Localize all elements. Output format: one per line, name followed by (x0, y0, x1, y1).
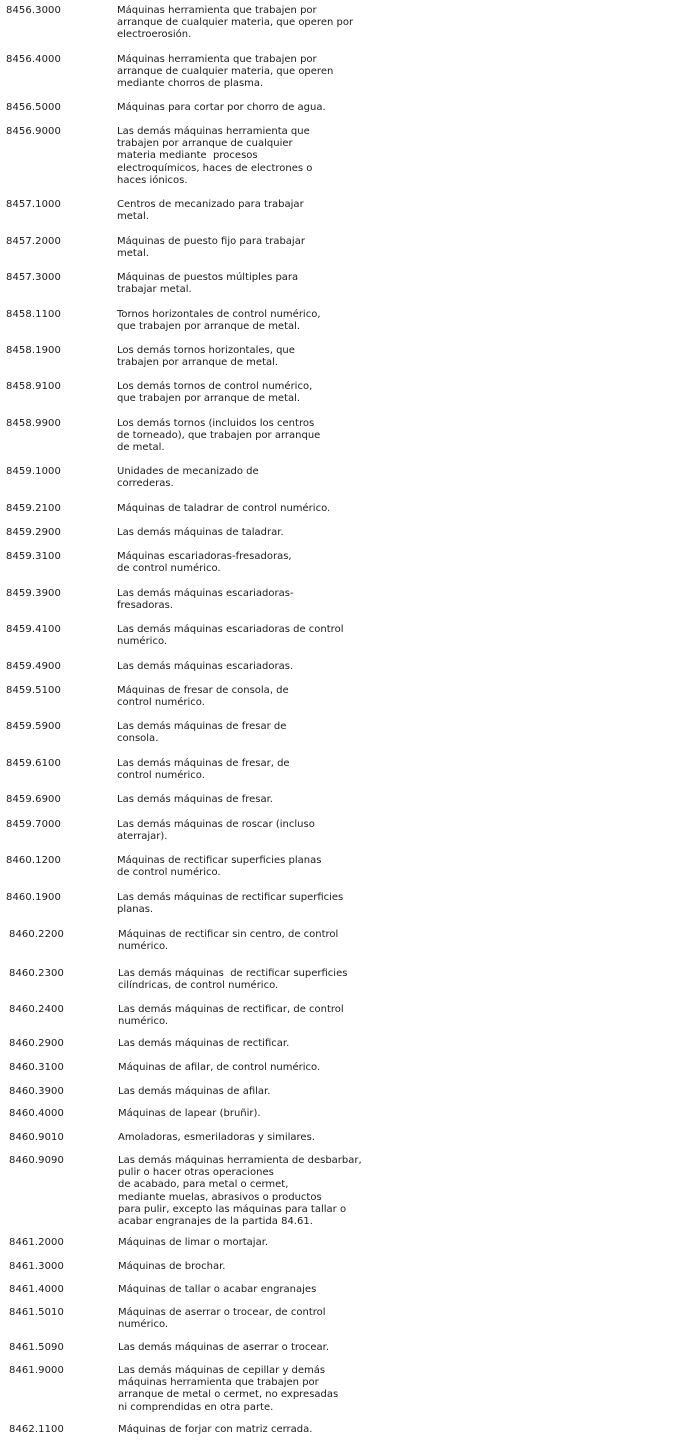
tariff-code: 8461.5090 (9, 1342, 64, 1353)
tariff-description: Máquinas de afilar, de control numérico. (118, 1062, 321, 1073)
tariff-description: Máquinas de rectificar superficies planas de control numérico. (117, 855, 322, 879)
tariff-description: Máquinas de puesto fijo para trabajar metal. (117, 236, 305, 260)
tariff-description: Las demás máquinas de roscar (incluso aterrajar). (117, 819, 315, 843)
tariff-description: Los demás tornos horizontales, que trabajen por arranque de metal. (117, 345, 295, 369)
tariff-description: Las demás máquinas de cepillar y demás máquinas herramienta que trabajen por arranque de metal o cermet, no expresadas ni comprendidas en otra parte. (118, 1365, 339, 1413)
tariff-code: 8461.4000 (9, 1284, 64, 1295)
tariff-description: Máquinas de taladrar de control numérico. (117, 503, 331, 514)
tariff-code: 8461.3000 (9, 1261, 64, 1272)
tariff-code: 8460.9010 (9, 1132, 64, 1143)
tariff-description: Las demás máquinas de afilar. (118, 1086, 271, 1097)
tariff-code: 8459.6100 (6, 758, 61, 769)
tariff-description: Máquinas para cortar por chorro de agua. (117, 102, 326, 113)
tariff-code: 8457.2000 (6, 236, 61, 247)
tariff-code: 8459.7000 (6, 819, 61, 830)
tariff-description: Máquinas herramienta que trabajen por arranque de cualquier materia, que operen mediante chorros de plasma. (117, 54, 334, 90)
tariff-description: Las demás máquinas de fresar, de control numérico. (117, 758, 290, 782)
tariff-description: Las demás máquinas escariadoras de control numérico. (117, 624, 344, 648)
tariff-code: 8458.9100 (6, 381, 61, 392)
tariff-description: Las demás máquinas de fresar de consola. (117, 721, 287, 745)
tariff-code: 8458.1100 (6, 309, 61, 320)
tariff-description: Máquinas herramienta que trabajen por arranque de cualquier materia, que operen por electroerosión. (117, 5, 354, 41)
tariff-code: 8456.3000 (6, 5, 61, 16)
tariff-description: Las demás máquinas escariadoras- fresadoras. (117, 588, 294, 612)
tariff-code: 8457.3000 (6, 272, 61, 283)
tariff-description: Las demás máquinas herramienta de desbarbar, pulir o hacer otras operaciones de acabado, para metal o cermet, mediante muelas, abrasivos o productos para pulir, excepto las máquinas para tallar o acabar engranajes de la partida 84.61. (118, 1155, 362, 1228)
tariff-code: 8459.3100 (6, 551, 61, 562)
tariff-description: Las demás máquinas de rectificar superficies cilíndricas, de control numérico. (118, 968, 348, 992)
tariff-code: 8459.6900 (6, 794, 61, 805)
tariff-description: Las demás máquinas escariadoras. (117, 661, 294, 672)
tariff-description: Las demás máquinas de aserrar o trocear. (118, 1342, 330, 1353)
tariff-code: 8459.4900 (6, 661, 61, 672)
tariff-code: 8460.2300 (9, 968, 64, 979)
tariff-code: 8456.5000 (6, 102, 61, 113)
tariff-description: Las demás máquinas de rectificar superficies planas. (117, 892, 344, 916)
tariff-description: Máquinas de limar o mortajar. (118, 1237, 269, 1248)
tariff-description: Máquinas de brochar. (118, 1261, 226, 1272)
tariff-code: 8459.2900 (6, 527, 61, 538)
tariff-code: 8460.3100 (9, 1062, 64, 1073)
tariff-description: Máquinas de rectificar sin centro, de control numérico. (118, 929, 339, 953)
tariff-description: Máquinas de tallar o acabar engranajes (118, 1284, 317, 1295)
tariff-description: Centros de mecanizado para trabajar metal. (117, 199, 304, 223)
tariff-description: Las demás máquinas herramienta que trabajen por arranque de cualquier materia mediante procesos electroquímicos, haces de electrones o haces iónicos. (117, 126, 313, 186)
tariff-description: Los demás tornos de control numérico, que trabajen por arranque de metal. (117, 381, 313, 405)
tariff-code: 8460.3900 (9, 1086, 64, 1097)
tariff-description: Las demás máquinas de rectificar. (118, 1038, 290, 1049)
tariff-description: Máquinas escariadoras-fresadoras, de control numérico. (117, 551, 292, 575)
tariff-code: 8457.1000 (6, 199, 61, 210)
tariff-code: 8461.9000 (9, 1365, 64, 1376)
tariff-code: 8459.5900 (6, 721, 61, 732)
tariff-code: 8459.3900 (6, 588, 61, 599)
tariff-code: 8462.1100 (9, 1424, 64, 1435)
tariff-description: Unidades de mecanizado de correderas. (117, 466, 259, 490)
tariff-code: 8460.4000 (9, 1108, 64, 1119)
tariff-code: 8460.2400 (9, 1004, 64, 1015)
tariff-description: Tornos horizontales de control numérico, que trabajen por arranque de metal. (117, 309, 321, 333)
tariff-code: 8460.1900 (6, 892, 61, 903)
tariff-description: Máquinas de aserrar o trocear, de control numérico. (118, 1307, 326, 1331)
tariff-code: 8458.1900 (6, 345, 61, 356)
tariff-description: Amoladoras, esmeriladoras y similares. (118, 1132, 315, 1143)
tariff-description: Máquinas de lapear (bruñir). (118, 1108, 261, 1119)
tariff-code: 8456.9000 (6, 126, 61, 137)
tariff-code: 8459.5100 (6, 685, 61, 696)
tariff-description: Las demás máquinas de taladrar. (117, 527, 284, 538)
tariff-code: 8459.1000 (6, 466, 61, 477)
tariff-description: Las demás máquinas de fresar. (117, 794, 273, 805)
tariff-code: 8458.9900 (6, 418, 61, 429)
tariff-code: 8460.9090 (9, 1155, 64, 1166)
tariff-code: 8461.2000 (9, 1237, 64, 1248)
tariff-description: Máquinas de puestos múltiples para trabajar metal. (117, 272, 299, 296)
tariff-description: Las demás máquinas de rectificar, de control numérico. (118, 1004, 344, 1028)
tariff-code: 8460.1200 (6, 855, 61, 866)
tariff-description: Máquinas de forjar con matriz cerrada. (118, 1424, 313, 1435)
tariff-description: Máquinas de fresar de consola, de control numérico. (117, 685, 289, 709)
tariff-description: Los demás tornos (incluidos los centros de torneado), que trabajen por arranque de metal. (117, 418, 321, 454)
tariff-code: 8459.4100 (6, 624, 61, 635)
tariff-code: 8459.2100 (6, 503, 61, 514)
tariff-code: 8461.5010 (9, 1307, 64, 1318)
tariff-code: 8456.4000 (6, 54, 61, 65)
tariff-code: 8460.2900 (9, 1038, 64, 1049)
tariff-code: 8460.2200 (9, 929, 64, 940)
